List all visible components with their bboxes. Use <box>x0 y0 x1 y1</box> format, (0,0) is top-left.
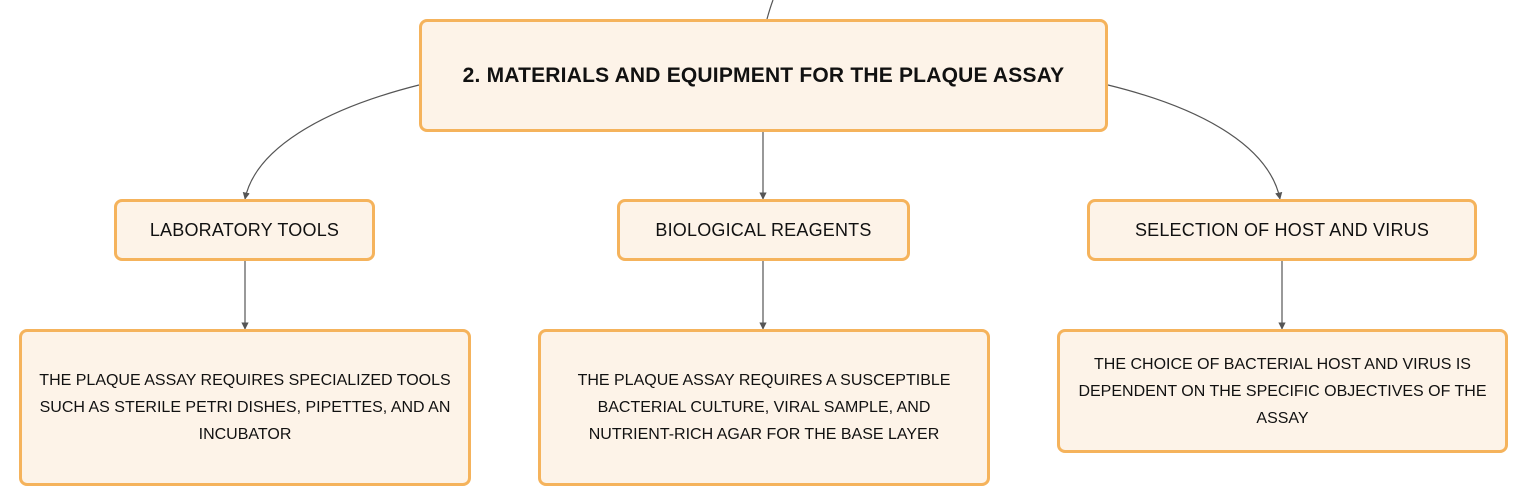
detail-node-laboratory-tools[interactable] <box>19 329 471 486</box>
category-label: SELECTION OF HOST AND VIRUS <box>1134 219 1430 240</box>
root-node[interactable] <box>419 19 1108 132</box>
detail-text: THE PLAQUE ASSAY REQUIRES A SUSCEPTIBLE BACTERIAL CULTURE, VIRAL SAMPLE, AND NUTRIENT-RICH AGAR FOR THE BASE LAYER <box>577 372 951 443</box>
connector-parent-to-root <box>767 0 773 19</box>
detail-text: THE CHOICE OF BACTERIAL HOST AND VIRUS IS DEPENDENT ON THE SPECIFIC OBJECTIVES OF THE ASSAY <box>1078 355 1487 427</box>
detail-node-biological-reagents[interactable] <box>538 329 990 486</box>
category-label: BIOLOGICAL REAGENTS <box>655 219 872 240</box>
category-node-biological-reagents[interactable] <box>617 199 910 261</box>
detail-text: THE PLAQUE ASSAY REQUIRES SPECIALIZED TOOLS SUCH AS STERILE PETRI DISHES, PIPETTES, AND AN INCUBATOR <box>39 372 451 443</box>
root-node-title: 2. MATERIALS AND EQUIPMENT FOR THE PLAQUE ASSAY <box>462 63 1065 87</box>
category-node-laboratory-tools[interactable] <box>114 199 375 261</box>
connector-root-to-host-virus <box>1108 85 1280 199</box>
category-label: LABORATORY TOOLS <box>149 219 340 240</box>
category-node-selection-of-host-and-virus[interactable] <box>1087 199 1477 261</box>
connector-root-to-lab-tools <box>245 85 419 199</box>
detail-node-selection-of-host-and-virus[interactable] <box>1057 329 1508 453</box>
